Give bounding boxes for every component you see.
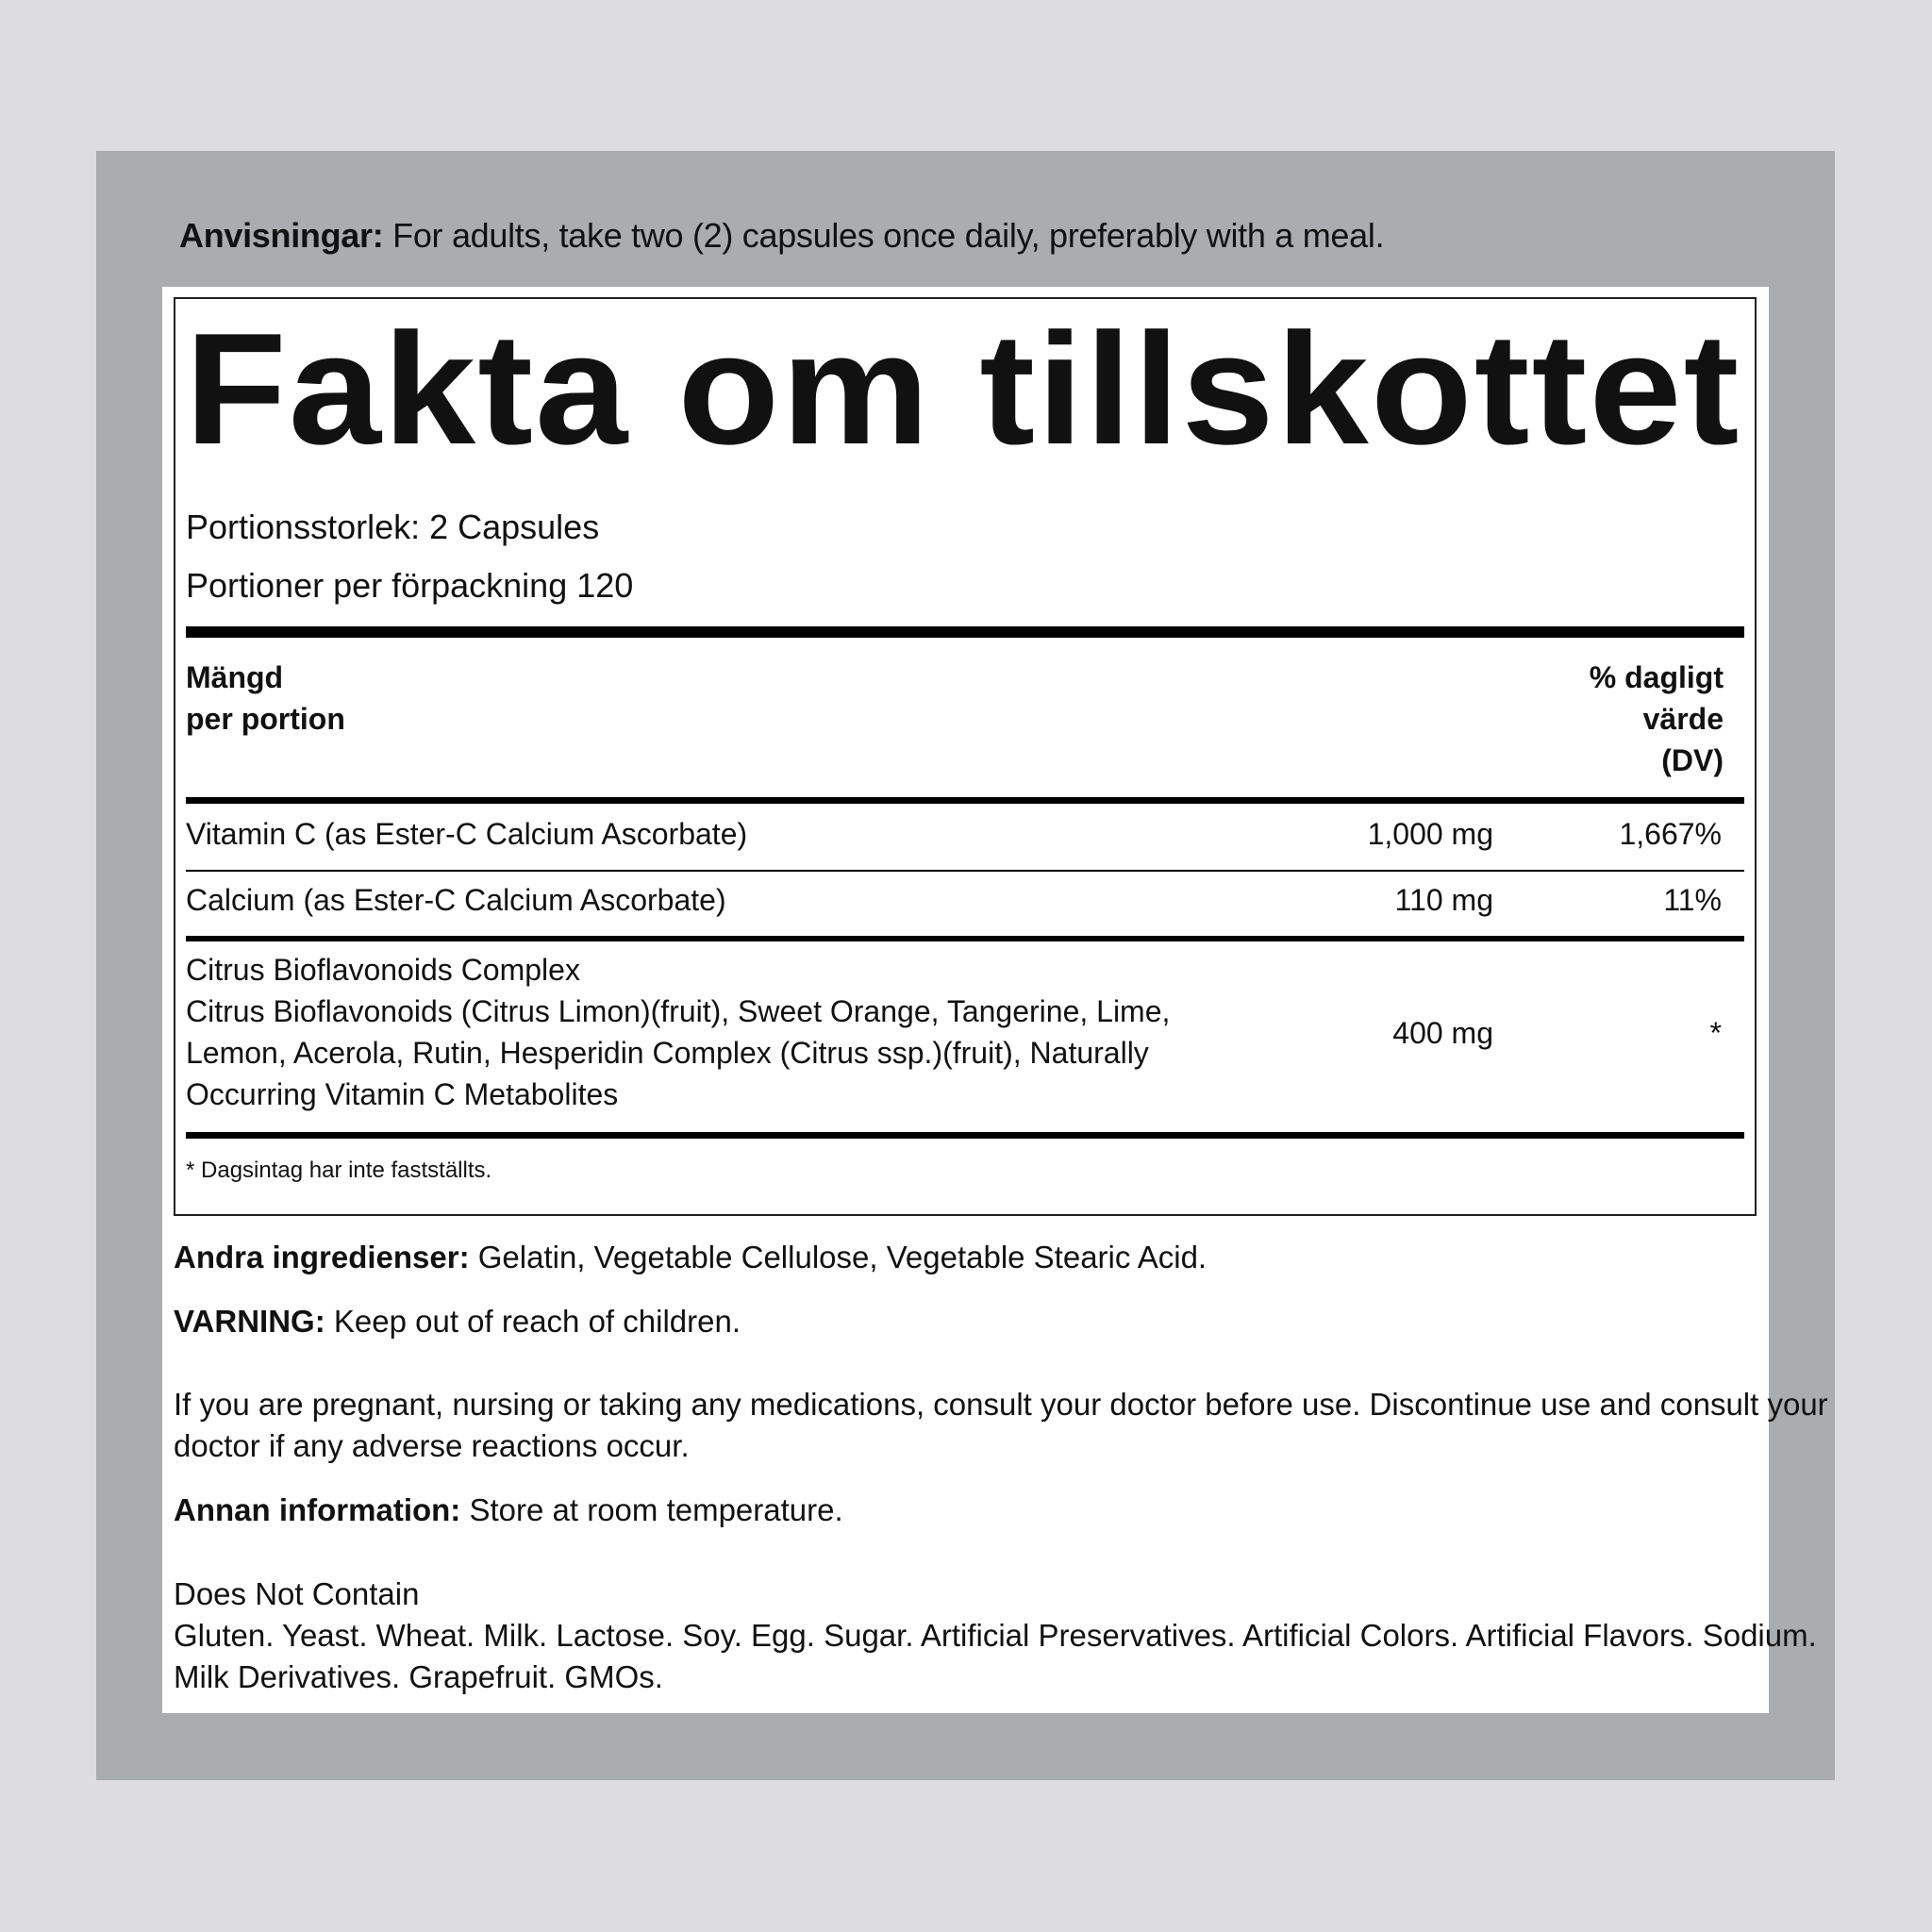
other-information-text: Store at room temperature. [460,1492,843,1527]
nutrient-complex-line: Occurring Vitamin C Metabolites [186,1077,619,1111]
warning [174,1301,741,1342]
nutrient-amount: 1,000 mg [1367,817,1493,851]
daily-value-header [1509,657,1724,781]
nutrient-dv: * [1709,1016,1722,1050]
other-ingredients-label: Andra ingredienser: [174,1240,470,1274]
supplement-facts-title: Fakta om tillskottet [185,300,1741,477]
other-ingredients-text: Gelatin, Vegetable Cellulose, Vegetable Stearic Acid. [469,1240,1208,1274]
amount-header-line: Mängd [186,660,284,694]
row-divider [186,870,1744,872]
nutrient-dv: 11% [1663,883,1722,917]
rule-top-thick [186,626,1744,638]
dv-header-line: värde [1642,702,1724,736]
serving-size: Portionsstorlek: 2 Capsules [186,508,600,546]
nutrient-name: Vitamin C (as Ester-C Calcium Ascorbate) [186,817,748,851]
row-divider-thick [186,936,1744,941]
other-information-label: Annan information: [174,1492,461,1527]
nutrient-amount: 400 mg [1392,1016,1493,1050]
nutrient-name: Calcium (as Ester-C Calcium Ascorbate) [186,883,726,917]
does-not-contain-heading: Does Not Contain [174,1576,420,1611]
nutrient-complex-line: Lemon, Acerola, Rutin, Hesperidin Complex (Citrus ssp.)(fruit), Naturally [186,1036,1149,1070]
amount-header-line: per portion [186,702,345,736]
warning-label: VARNING: [174,1304,325,1339]
amount-per-serving-header [186,657,345,740]
rule-bottom-thick [186,1132,1744,1139]
nutrient-amount: 110 mg [1394,883,1493,917]
nutrient-dv: 1,667% [1619,817,1722,851]
other-information [174,1490,843,1531]
directions-label: Anvisningar: [179,216,384,255]
daily-value-footnote: * Dagsintag har inte fastställts. [186,1158,492,1183]
dv-header-line: % dagligt [1589,660,1724,694]
does-not-contain-line: Gluten. Yeast. Wheat. Milk. Lactose. Soy. Egg. Sugar. Artificial Preservatives. Artificial Colors. Artificial Flavors. Sodium. [174,1618,1817,1653]
directions-text: For adults, take two (2) capsules once daily, preferably with a meal. [383,216,1385,255]
nutrient-complex [186,949,1170,1115]
nutrient-complex-line: Citrus Bioflavonoids Complex [186,953,580,987]
does-not-contain-line: Milk Derivatives. Grapefruit. GMOs. [174,1659,663,1694]
pregnancy-note-line: If you are pregnant, nursing or taking any medications, consult your doctor before use. Discontinue use and consult your [174,1387,1828,1422]
does-not-contain [174,1574,1817,1698]
rule-header-thick [186,797,1744,804]
directions [179,215,1384,257]
pregnancy-note-line: doctor if any adverse reactions occur. [174,1428,690,1463]
pregnancy-note [174,1384,1828,1467]
warning-text: Keep out of reach of children. [325,1304,741,1339]
servings-per-container: Portioner per förpackning 120 [186,566,634,605]
nutrient-complex-line: Citrus Bioflavonoids (Citrus Limon)(fruit), Sweet Orange, Tangerine, Lime, [186,994,1171,1028]
dv-header-line: (DV) [1661,743,1724,777]
other-ingredients [174,1237,1207,1278]
